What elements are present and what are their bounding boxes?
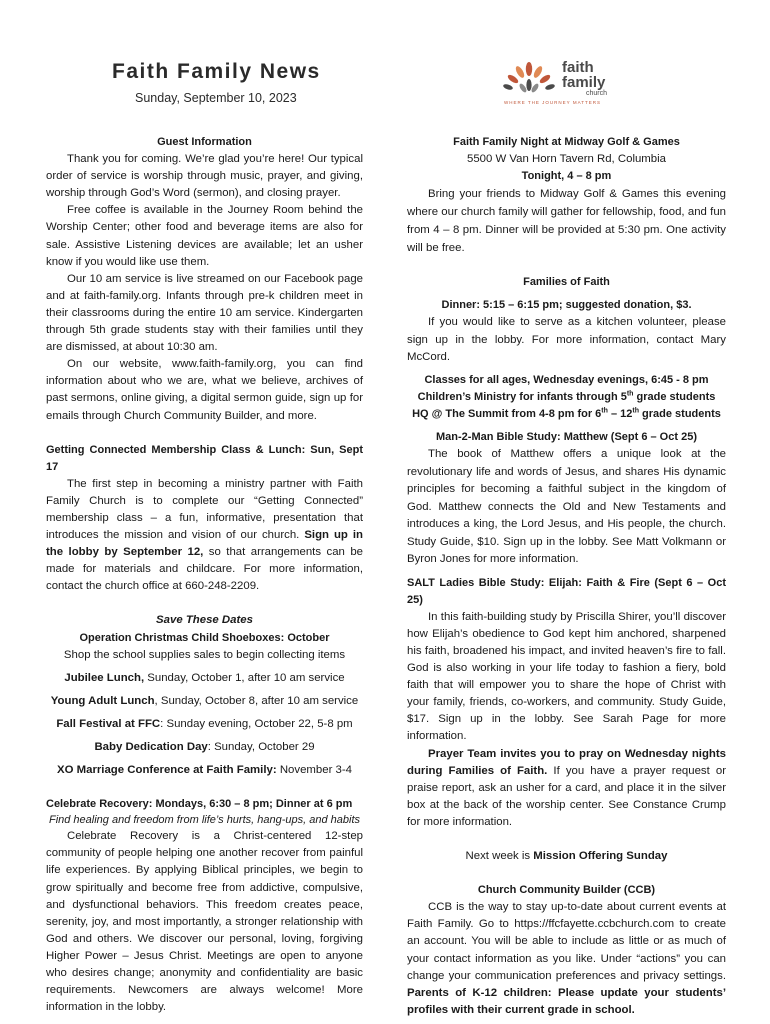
golf-heading: Faith Family Night at Midway Golf & Games <box>453 136 680 148</box>
event-detail: November 3-4 <box>276 764 352 777</box>
guest-info-paragraph: Our 10 am service is live streamed on our Facebook page and at faith-family.org. Infants through pre-k children meet in their classrooms during the entire 10 am service. Kindergarten through 5th grade students stay with their families until they are dismissed, at about 10:30 am. <box>46 272 363 354</box>
getting-connected-heading: Getting Connected Membership Class & Lunch: Sun, Sept 17 <box>46 443 363 473</box>
salt-paragraph: In this faith-building study by Priscilla Shirer, you’ll discover how Elijah’s obedience to God kept him anchored, sharpened his faith, broadened his impact, and invited heaven’s fire to fall. God is also working in your life today to fashion a fiery, bold faith that will empower you to share the hope of Christ with your family, friends, co-workers, and community. Study Guide, $17. Sign up in the lobby. See Sarah Page for more information. <box>407 610 726 743</box>
next-week-bold: Mission Offering Sunday <box>533 850 668 863</box>
page-title: Faith Family News <box>112 60 321 83</box>
hq-text: – 12 <box>607 407 633 420</box>
gc-text: The first step in becoming a ministry partner with Faith Family Church is to complete our “Getting Connected” membership class – a fun, informative, presentation that introduces the mission and vision of our church. <box>46 477 363 542</box>
logo-tagline: WHERE THE JOURNEY MATTERS <box>504 100 602 105</box>
church-logo <box>496 58 616 108</box>
hq-text: HQ @ The Summit from 4-8 pm for 6 <box>412 407 602 420</box>
classes-line: Classes for all ages, Wednesday evenings, 6:45 - 8 pm <box>424 373 709 386</box>
logo-word-family: family <box>562 74 606 91</box>
prayer-paragraph <box>407 746 726 831</box>
ccb-text: CCB is the way to stay up-to-date about current events at Faith Family. Go to https://ffcfayette.ccbchurch.com to create an account. You will be able to include as little or as much of your contact information as you like. Under “actions” you can change your communication preferences and privacy settings. <box>407 901 726 982</box>
right-column <box>407 134 726 1019</box>
hq-summit-line <box>407 406 726 423</box>
save-dates-heading: Save These Dates <box>156 614 253 627</box>
left-column <box>46 134 363 1016</box>
event-name: XO Marriage Conference at Faith Family: <box>57 764 277 777</box>
celebrate-recovery-paragraph: Celebrate Recovery is a Christ-centered 12-step community of people helping one another recover from painful life experiences. By applying Biblical principles, we begin to grow spiritually and become free from addictive, compulsive, and dysfunctional behaviors. This freedom creates peace, serenity, joy, and most importantly, a stronger relationship with God and others. We discover our personal, loving, forgiving Higher Power – Jesus Christ. Meetings are open to anyone who desires change; anonymity and confidentiality are basic requirements. Newcomers are always welcome! More information in the lobby. <box>46 830 363 1014</box>
occ-heading: Operation Christmas Child Shoeboxes: October <box>79 631 330 644</box>
event-name: Fall Festival at FFC <box>56 717 161 730</box>
cm-text: grade students <box>633 390 716 403</box>
hq-sup: th <box>632 407 639 415</box>
cm-sup: th <box>626 390 634 398</box>
celebrate-recovery-subtitle: Find healing and freedom from life’s hurts, hang-ups, and habits <box>48 814 361 827</box>
occ-text: Shop the school supplies sales to begin collecting items <box>63 648 346 661</box>
event-detail: , Sunday, October 8, after 10 am service <box>154 694 359 707</box>
logo-word-faith: faith <box>562 59 594 76</box>
event-detail: Sunday, October 1, after 10 am service <box>144 671 345 684</box>
celebrate-recovery-heading: Celebrate Recovery: Mondays, 6:30 – 8 pm; Dinner at 6 pm <box>46 798 353 811</box>
guest-info-heading: Guest Information <box>157 136 252 148</box>
getting-connected-paragraph <box>46 476 363 596</box>
event-name: Young Adult Lunch <box>50 694 155 707</box>
gc-text: so that arrangements can be made for materials and childcare. For more information, contact the church office at 660-248-2209. <box>46 546 363 593</box>
guest-info-paragraph: Thank you for coming. We’re glad you’re here! Our typical order of service is worship through music, prayer, and giving, worship through God’s Word (sermon), and closing prayer. <box>46 153 363 200</box>
salt-heading: SALT Ladies Bible Study: Elijah: Faith & Fire (Sept 6 – Oct 25) <box>407 576 726 606</box>
guest-info-paragraph: Free coffee is available in the Journey Room behind the Worship Center; other food and beverage items are also for sale. Assistive Listening devices are available; let an usher know if you would like use them. <box>46 204 363 268</box>
event-xo-marriage <box>46 762 363 779</box>
families-of-faith-heading: Families of Faith <box>523 276 610 289</box>
prayer-bold: Prayer Team invites you to pray on Wednesday nights during Families of Faith. <box>407 747 726 777</box>
ccb-bold: Parents of K-12 children: Please update your students’ profiles with their current grade in school. <box>407 986 726 1016</box>
childrens-ministry-line <box>407 389 726 406</box>
guest-info-paragraph: On our website, www.faith-family.org, you can find information about who we are, what we believe, archives of past sermons, online giving, a digital sermon guide, sign up for emails through Church Community Builder, and more. <box>46 358 363 422</box>
ccb-paragraph <box>407 899 726 1019</box>
page-date: Sunday, September 10, 2023 <box>135 91 297 105</box>
hq-text: grade students <box>638 407 721 420</box>
fof-paragraph: If you would like to serve as a kitchen volunteer, please sign up in the lobby. For more information, contact Mary McCord. <box>407 316 726 363</box>
event-baby-dedication <box>46 739 363 756</box>
event-detail: : Sunday evening, October 22, 5-8 pm <box>160 717 353 730</box>
cm-text: Children’s Ministry for infants through 5 <box>417 390 627 403</box>
leaf-flame-icon <box>498 58 560 98</box>
ccb-heading: Church Community Builder (CCB) <box>477 884 656 897</box>
event-jubilee <box>46 670 363 687</box>
event-young-adult <box>46 693 363 710</box>
event-detail: : Sunday, October 29 <box>207 741 315 753</box>
golf-paragraph: Bring your friends to Midway Golf & Games this evening where our church family will gather for fellowship, food, and fun from 4 – 8 pm. Dinner will be provided at 5:30 pm. One activity will be free. <box>407 188 726 255</box>
event-name: Jubilee Lunch, <box>64 671 145 684</box>
event-fall-festival <box>46 716 363 733</box>
logo-word-church: church <box>586 90 608 97</box>
man2man-paragraph: The book of Matthew offers a unique look at the revolutionary life and words of Jesus, and shares His dynamic principles for becoming a faithful subject in the kingdom of God. Matthew connects the Old and New Testaments and introduces a king, the Lord Jesus, and His people, the church. Study Guide, $10. Sign up in the lobby. See Matt Volkmann or Byron Jones for more information. <box>407 448 726 566</box>
prayer-text: If you have a prayer request or praise report, ask an usher for a card, and place it in the silver box at the back of the worship center. See Constance Crump for more information. <box>407 764 726 828</box>
event-name: Baby Dedication Day <box>94 741 208 753</box>
golf-time: Tonight, 4 – 8 pm <box>521 170 612 183</box>
hq-sup: th <box>601 407 608 415</box>
next-week-line <box>407 848 726 865</box>
man2man-heading: Man-2-Man Bible Study: Matthew (Sept 6 – Oct 25) <box>436 431 697 444</box>
golf-address: 5500 W Van Horn Tavern Rd, Columbia <box>466 153 666 166</box>
next-week-text: Next week is <box>465 850 534 863</box>
gc-signup: Sign up in the lobby by September 12, <box>46 529 363 559</box>
fof-dinner: Dinner: 5:15 – 6:15 pm; suggested donation, $3. <box>441 299 692 312</box>
